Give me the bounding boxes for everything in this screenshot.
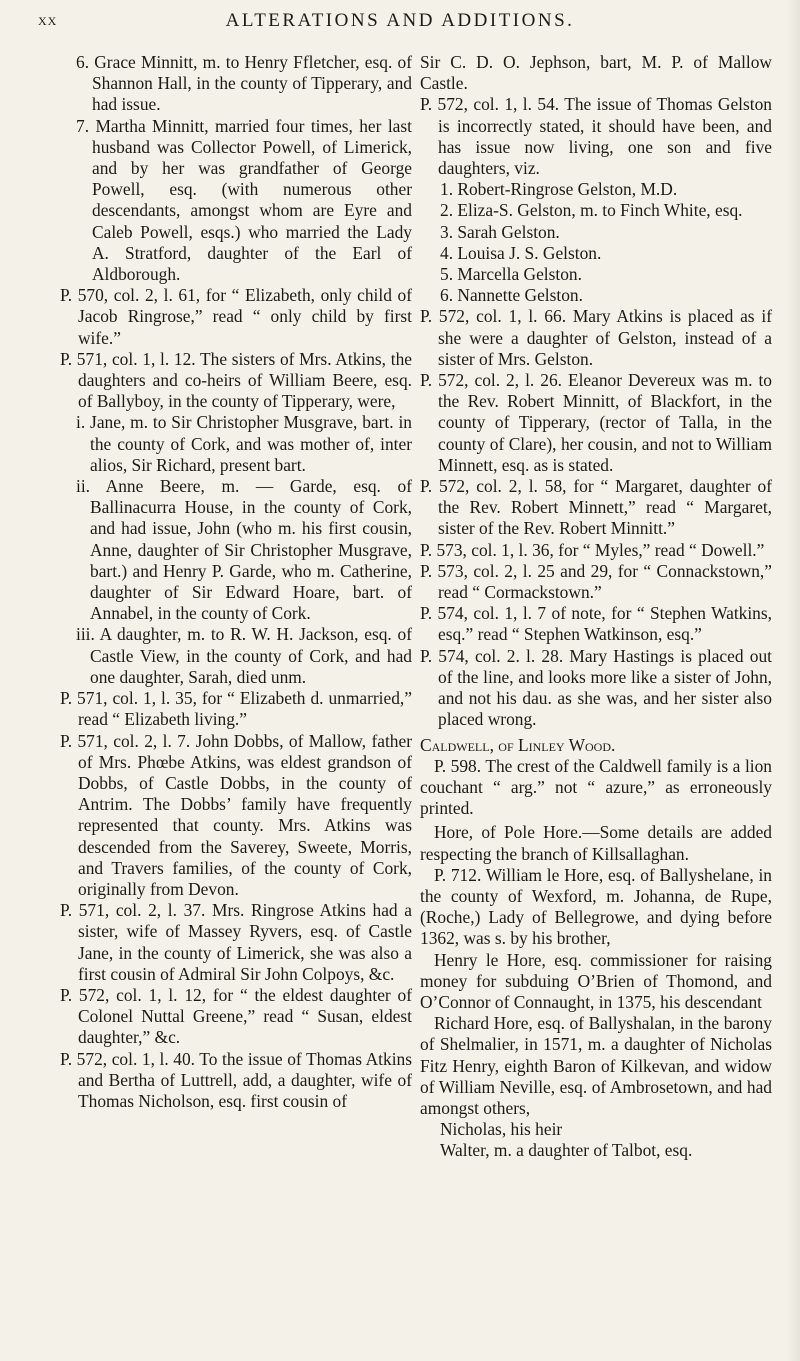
entry: P. 570, col. 2, l. 61, for “ Elizabeth, only child of Jacob Ringrose,” read “ only child by first wife.” (60, 285, 412, 348)
entry: P. 572, col. 1, l. 66. Mary Atkins is placed as if she were a daughter of Gelston, instead of a sister of Mrs. Gelston. (420, 306, 772, 369)
running-title: ALTERATIONS AND ADDITIONS. (225, 10, 575, 31)
entry: P. 572, col. 1, l. 40. To the issue of Thomas Atkins and Bertha of Luttrell, add, a daughter, wife of Thomas Nicholson, esq. first cousin of (60, 1048, 412, 1111)
list-item: Walter, m. a daughter of Talbot, esq. (440, 1140, 693, 1161)
entry: Richard Hore, esq. of Ballyshalan, in the barony of Shelmalier, in 1571, m. a daughter of Nicholas Fitz Henry, eighth Baron of Kilkevan, and widow of William Neville, esq. of Ambrosetown, and had amongst others, (420, 1013, 772, 1118)
entry: P. 572, col. 1, l. 12, for “ the eldest daughter of Colonel Nuttal Greene,” read “ Susan, eldest daughter,” &c. (60, 984, 412, 1048)
list-item: Nicholas, his heir (440, 1119, 563, 1140)
list-item: 5. Marcella Gelston. (440, 264, 582, 285)
entry: P. 572, col. 2, l. 58, for “ Margaret, daughter of the Rev. Robert Minnett,” read “ Margaret, sister of the Rev. Robert Minnitt.” (420, 476, 772, 539)
entry: P. 572, col. 1, l. 54. The issue of Thomas Gelston is incorrectly stated, it should have been, and has issue now living, one son and five daughters, viz. (420, 94, 772, 179)
entry: 6. Grace Minnitt, m. to Henry Ffletcher, esq. of Shannon Hall, in the county of Tipperary, and had issue. (76, 52, 412, 115)
list-item: 3. Sarah Gelston. (440, 221, 560, 242)
entry: P. 573, col. 1, l. 36, for “ Myles,” read “ Dowell.” (420, 539, 765, 560)
entry: P. 571, col. 2, l. 37. Mrs. Ringrose Atkins had a sister, wife of Massey Ryvers, esq. of Castle Jane, in the county of Limerick, she was also a first cousin of Admiral Sir John Colpoys, &c. (60, 900, 412, 984)
entry: P. 572, col. 2, l. 26. Eleanor Devereux was m. to the Rev. Robert Minnitt, of Blackfort, in the county of Tipperary, (rector of Talla, in the county of Clare), her cousin, and not to William Minnett, esq. as is stated. (420, 370, 772, 475)
entry: P. 574, col. 2. l. 28. Mary Hastings is placed out of the line, and looks more like a sister of John, and not his dau. as she was, and her sister also placed wrong. (420, 645, 772, 730)
list-item: 4. Louisa J. S. Gelston. (440, 242, 602, 263)
entry: iii. A daughter, m. to R. W. H. Jackson, esq. of Castle View, in the county of Cork, and had one daughter, Sarah, died unm. (76, 624, 412, 687)
page-edge-shadow (786, 0, 800, 1361)
list-item: 1. Robert-Ringrose Gelston, M.D. (440, 179, 678, 200)
entry: ii. Anne Beere, m. — Garde, esq. of Ballinacurra House, in the county of Cork, and had issue, John (who m. his first cousin, Anne, daughter of Sir Christopher Musgrave, bart.) and Henry P. Garde, who m. Catherine, daughter of Sir Edward Hoare, bart. of Annabel, in the county of Cork. (76, 476, 412, 624)
page-number: XX (38, 14, 58, 28)
entry: i. Jane, m. to Sir Christopher Musgrave, bart. in the county of Cork, and was mother of, inter alios, Sir Richard, present bart. (76, 412, 412, 475)
entry: P. 574, col. 1, l. 7 of note, for “ Stephen Watkins, esq.” read “ Stephen Watkinson, esq.” (420, 603, 772, 645)
entry: P. 712. William le Hore, esq. of Ballyshelane, in the county of Wexford, m. Johanna, de Rupe, (Roche,) Lady of Bellegrowe, and dying before 1362, was s. by his brother, (420, 864, 772, 949)
page-header (0, 10, 800, 40)
entry: Hore, of Pole Hore.—Some details are added respecting the branch of Killsallaghan. (420, 822, 772, 864)
section-heading: Caldwell, of Linley Wood. (420, 734, 616, 755)
entry: Henry le Hore, esq. commissioner for raising money for subduing O’Brien of Thomond, and O’Connor of Connaught, in 1375, his descendant (420, 949, 772, 1012)
entry: P. 598. The crest of the Caldwell family is a lion couchant “ arg.” not “ azure,” as erroneously printed. (420, 755, 772, 819)
list-item: 2. Eliza-S. Gelston, m. to Finch White, esq. (440, 200, 743, 221)
entry: P. 571, col. 1, l. 12. The sisters of Mrs. Atkins, the daughters and co-heirs of William Beere, esq. of Ballyboy, in the county of Tipperary, were, (60, 348, 412, 412)
entry: P. 571, col. 2, l. 7. John Dobbs, of Mallow, father of Mrs. Phœbe Atkins, was eldest grandson of Dobbs, of Castle Dobbs, in the county of Antrim. The Dobbs’ family have frequently represented that county. Mrs. Atkins was descended from the Saverey, Sweete, Morris, and Travers families, of the county of Cork, originally from Devon. (60, 730, 412, 899)
entry: P. 571, col. 1, l. 35, for “ Elizabeth d. unmarried,” read “ Elizabeth living.” (60, 688, 412, 730)
right-column (420, 52, 772, 1162)
left-column (60, 52, 412, 1112)
list-item: 6. Nannette Gelston. (440, 285, 583, 306)
entry: 7. Martha Minnitt, married four times, her last husband was Collector Powell, of Limerick, and by her was grandfather of George Powell, esq. (with numerous other descendants, amongst whom are Eyre and Caleb Powell, esqs.) who married the Lady A. Stratford, daughter of the Earl of Aldborough. (76, 115, 412, 285)
entry: Sir C. D. O. Jephson, bart, M. P. of Mallow Castle. (420, 52, 772, 94)
entry: P. 573, col. 2, l. 25 and 29, for “ Connackstown,” read “ Cormackstown.” (420, 560, 772, 603)
